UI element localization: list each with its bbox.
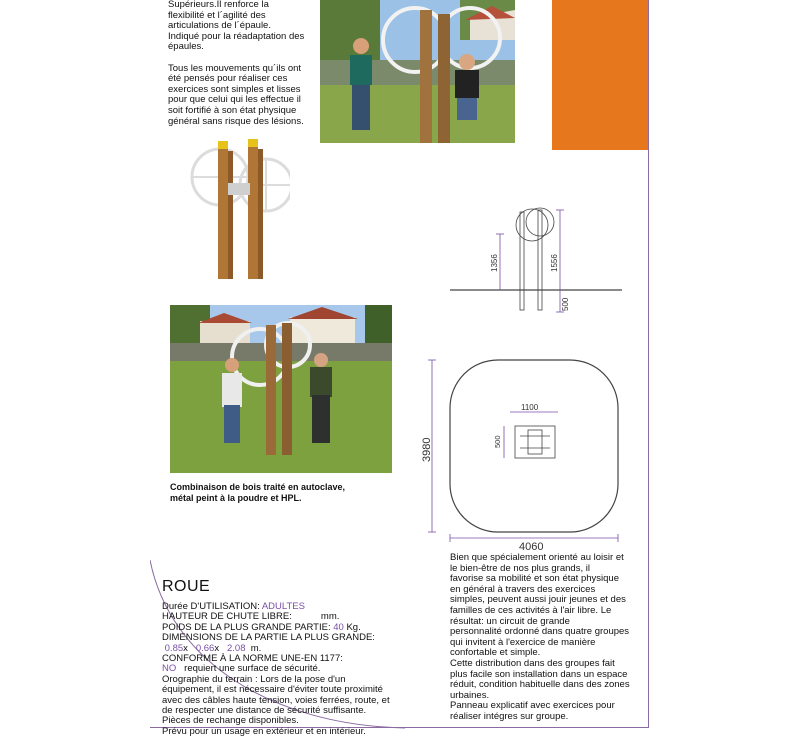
specs-block [162,602,390,737]
dim-h1: 1356 [490,254,499,272]
norme-text: requiert une surface de sécurité. [184,663,321,675]
norme-value: NO [162,663,177,675]
photo-bottom-users [170,305,392,473]
dim-1: 0.85 [164,642,184,654]
dim-unit: m. [250,642,262,654]
orographie-text: Orographie du terrain : Lors de la pose d'un équipement, il est nécessaire d'éviter toute proximité avec des câbles haute tension, voies ferrées, route, et de respecter une distance de sécurité suffisante. [162,673,390,717]
dim-area-width: 4060 [519,541,544,550]
dim-plan-width: 1100 [521,403,539,412]
poids-value: 40 [333,621,344,633]
dim-plan-height: 500 [493,435,502,448]
photo-top-users [320,0,515,143]
dim-3: 2.08 [226,642,246,654]
dim-h3: 500 [561,297,570,311]
pieces-text: Pièces de rechange disponibles. [162,715,299,727]
dim-h2: 1556 [550,254,559,272]
product-render [190,135,290,285]
orange-accent-block [552,0,648,150]
safety-area-plan [420,350,640,550]
dim-area-height: 3980 [421,437,433,462]
product-title: ROUE [162,578,211,595]
poids-unit: Kg. [346,621,361,633]
dim-sep-2: x [214,642,220,654]
description-text: Bien que spécialement orienté au loisir et le bien-être de nos plus grands, il favorise sa mobilité et son état physique en général à travers des exercices simples, peuvent aussi jouir jeunes et des familles de ces activités à l'air libre. Le résultat: un circuit de grande personnalité ordonné dans quatre groupes qui invitent à l'exercice de manière confortable et simple. Cette distribution dans des groupes fait plus facile son installation dans un espace réduit, condition habituelle dans des zones urbaines. Panneau explicatif avec exercices pour réaliser intégres sur groupe. [450,552,630,722]
hauteur-unit: mm. [320,611,340,623]
dim-sep-1: x [183,642,188,654]
duree-label: Durée D'UTILISATION: [162,601,260,612]
intro-text: Supérieurs.Il renforce la flexibilité et l´agilité des articulations de l´épaule. Indiqué pour la réadaptation des épaules. Tous les mouvements qu´ils ont été pensés pour réaliser ces exercices sont simples et lisses pour que celui qui les effectue il soit fortifié à son état physique général sans risque des lésions. [168,0,305,127]
norme-label: CONFORME À LA NORME UNE-EN 1177: [162,653,343,665]
frame-right-line [648,0,649,728]
duree-value: ADULTES [261,601,305,612]
elevation-drawing [440,200,630,320]
material-caption: Combinaison de bois traité en autoclave, métal peint à la poudre et HPL. [170,482,346,503]
usage-text: Prévu pour un usage en extérieur et en intérieur. [162,725,366,737]
dim-2: 0.66 [195,642,215,654]
poids-label: POIDS DE LA PLUS GRANDE PARTIE: [162,621,331,633]
hauteur-label: HAUTEUR DE CHUTE LIBRE: [162,611,292,623]
dimensions-label: DIMENSIONS DE LA PARTIE LA PLUS GRANDE: [162,632,375,644]
